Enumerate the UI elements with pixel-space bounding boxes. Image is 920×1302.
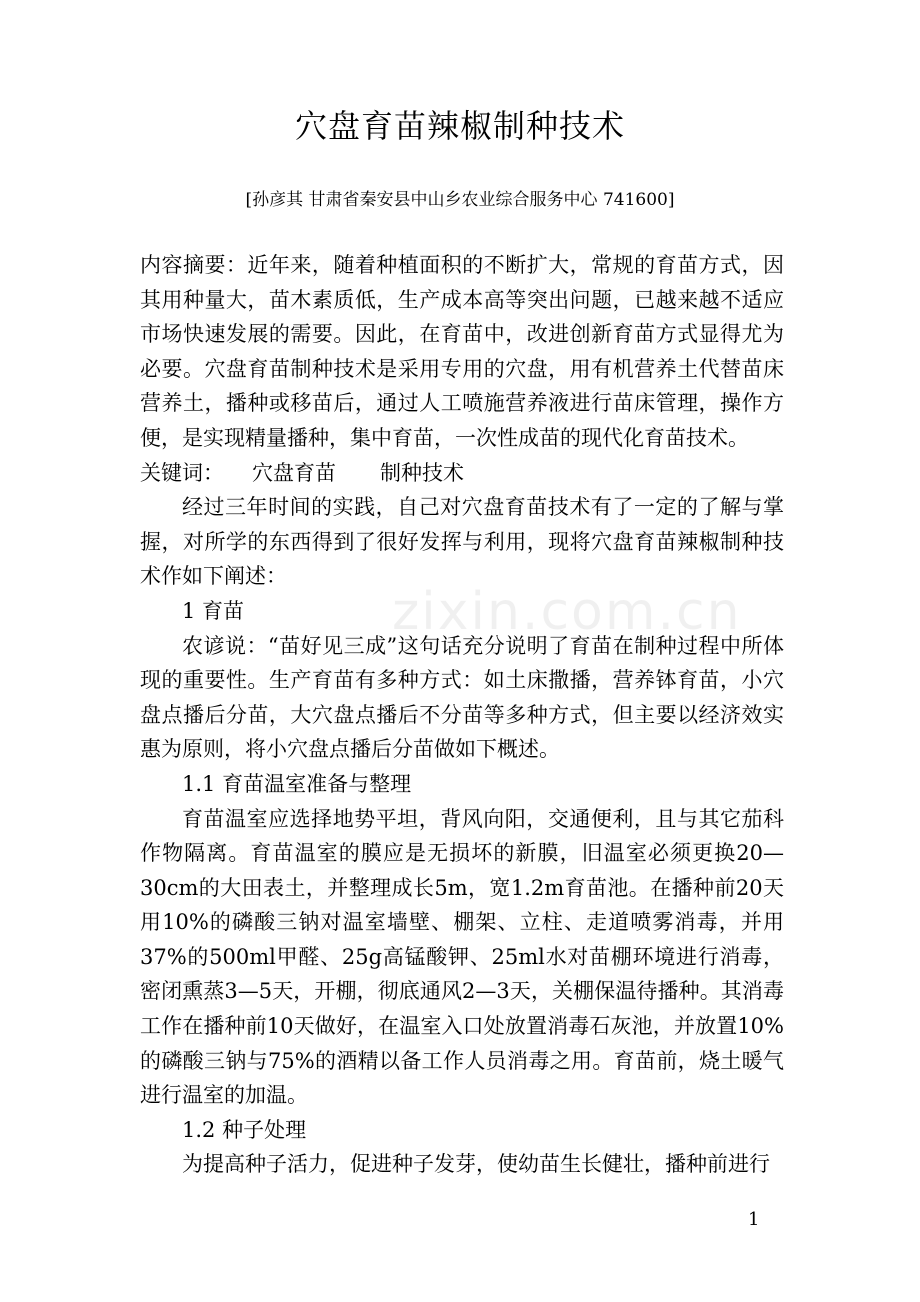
document-title: 穴盘育苗辣椒制种技术 bbox=[294, 107, 625, 145]
section-1-paragraph: 农谚说：“苗好见三成”这句话充分说明了育苗在制种过程中所体现的重要性。生产育苗有多种方式：如土床撒播，营养钵育苗，小穴盘点播后分苗，大穴盘点播后不分苗等多种方式，但主要以经济效实惠为原则，将小穴盘点播后分苗做如下概述。 bbox=[140, 633, 784, 762]
watermark: zixin.com.cn bbox=[392, 582, 742, 642]
section-1-1-paragraph: 育苗温室应选择地势平坦，背风向阳，交通便利，且与其它茄科作物隔离。育苗温室的膜应是无损坏的新膜，旧温室必须更换20—30cm的大田表土，并整理成长5m，宽1.2m育苗池。在播种前20天用10%的磷酸三钠对温室墙壁、棚架、立柱、走道喷雾消毒，并用37%的500ml甲醛、25g高锰酸钾、25ml水对苗棚环境进行消毒，密闭熏蒸3—5天，开棚，彻底通风2—3天，关棚保温待播种。其消毒工作在播种前10天做好，在温室入口处放置消毒石灰池，并放置10%的磷酸三钠与75%的酒精以备工作人员消毒之用。育苗前，烧土暖气进行温室的加温。 bbox=[140, 806, 784, 1108]
section-heading-1-1: 1.1 育苗温室准备与整理 bbox=[182, 771, 412, 796]
section-heading-1: 1 育苗 bbox=[182, 598, 245, 623]
keyword-item: 制种技术 bbox=[380, 460, 464, 485]
section-heading-1-2: 1.2 种子处理 bbox=[182, 1117, 307, 1142]
author-line: [孙彦其 甘肃省秦安县中山乡农业综合服务中心 741600] bbox=[245, 190, 675, 210]
abstract-paragraph: 内容摘要：近年来，随着种植面积的不断扩大，常规的育苗方式，因其用种量大，苗木素质低，生产成本高等突出问题，已越来越不适应市场快速发展的需要。因此，在育苗中，改进创新育苗方式显得尤为必要。穴盘育苗制种技术是采用专用的穴盘，用有机营养土代替苗床营养土，播种或移苗后，通过人工喷施营养液进行苗床管理，操作方便，是实现精量播种，集中育苗，一次性成苗的现代化育苗技术。 bbox=[140, 253, 784, 450]
page-number: 1 bbox=[748, 1209, 760, 1230]
keyword-item: 穴盘育苗 bbox=[252, 460, 336, 485]
intro-paragraph: 经过三年时间的实践，自己对穴盘育苗技术有了一定的了解与掌握，对所学的东西得到了很好发挥与利用，现将穴盘育苗辣椒制种技术作如下阐述： bbox=[140, 495, 784, 589]
keywords-label: 关键词： bbox=[140, 460, 224, 485]
keywords-line bbox=[140, 456, 784, 491]
section-1-2-paragraph: 为提高种子活力，促进种子发芽，使幼苗生长健壮，播种前进行 bbox=[182, 1152, 770, 1177]
document-body bbox=[140, 248, 784, 1182]
